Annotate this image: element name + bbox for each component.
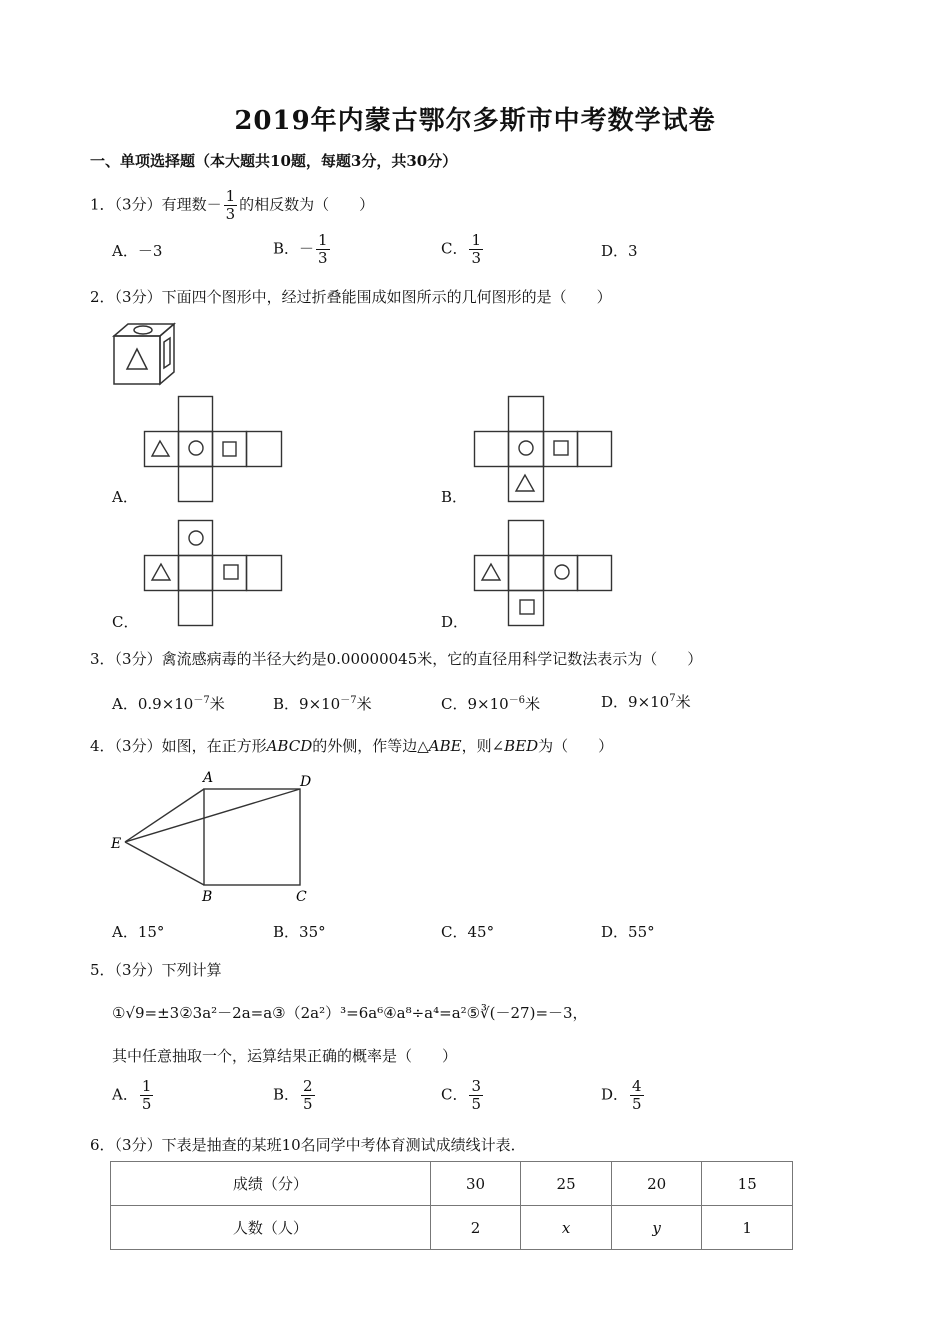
q1-option-b-den: 3 [318,249,328,267]
q3-d-base: D．9×10 [601,693,670,711]
q5-d-label: D． [601,1085,629,1104]
cube-figure [112,322,178,386]
q5-expression: ①√9=±3②3a²－2a=a③（2a²）³=6a⁶④a⁸÷a⁴=a²⑤∛(－27)=－3， [112,1004,588,1022]
q5-b-num: 2 [303,1077,313,1095]
q1-option-d: D．3 [601,242,638,260]
net-c-square [224,565,238,579]
cube-side-face [160,324,174,384]
net-b-triangle [516,475,534,491]
q5-stem-2: 其中任意抽取一个，运算结果正确的概率是（ ） [112,1047,458,1065]
q3-b-unit: 米 [356,695,372,713]
q2-option-c: C． [112,613,139,631]
q3-b-exp: －7 [340,695,357,706]
q4-stem-mid2: ，则∠ [461,737,505,755]
q5-option-c [441,1078,485,1113]
q5-a-label: A． [112,1085,138,1104]
q3-option-b [273,691,372,714]
section-heading: 一、单项选择题（本大题共10题，每题3分，共30分） [90,152,458,170]
net-a-triangle [152,441,169,456]
q3-c-unit: 米 [525,695,541,713]
table-cell: 2 [430,1206,521,1250]
table-cell: 1 [702,1206,793,1250]
q1-option-b-label: B．－ [273,239,315,258]
net-b-square [554,441,568,455]
q5-c-num: 3 [471,1077,482,1095]
q5-a-num: 1 [141,1077,152,1095]
q3-a-unit: 米 [209,695,225,713]
net-b [474,396,614,502]
q1-option-c-den: 3 [471,249,482,267]
question-3: 3．（3分）禽流感病毒的半径大约是0.00000045米，它的直径用科学记数法表示为（ ） [90,650,703,668]
q4-stem-suffix: 为（ ） [538,737,614,755]
q3-option-c [441,691,540,714]
q1-minus: － [206,195,222,214]
cube-rectangle-symbol [164,338,170,368]
score-table [110,1161,793,1250]
q3-c-base: C．9×10 [441,695,509,713]
paper-title: 2019年内蒙古鄂尔多斯市中考数学试卷 [234,106,716,136]
q3-a-exp: －7 [193,695,210,706]
table-cell: y [611,1206,702,1250]
table-row [111,1206,793,1250]
q5-c-label: C． [441,1085,468,1104]
q1-option-c-num: 1 [471,231,482,249]
net-a-circle [189,441,203,455]
q1-fraction [224,188,238,223]
q4-option-d: D．55° [601,923,655,941]
q4-abcd: ABCD [266,737,313,755]
q5-a-den: 5 [141,1095,152,1113]
q4-option-c: C．45° [441,923,495,941]
q3-option-a [112,691,225,714]
table-row [111,1162,793,1206]
q2-option-b: B． [441,488,468,506]
vertex-label-c: C [296,889,307,905]
net-d [474,520,614,626]
table-cell: 成绩（分） [111,1162,431,1206]
q1-option-c-label: C． [441,239,468,258]
question-6: 6．（3分）下表是抽查的某班10名同学中考体育测试成绩线计表． [90,1136,526,1154]
q1-frac-num: 1 [225,187,236,205]
q5-d-num: 4 [632,1077,642,1095]
q4-option-a: A．15° [112,923,165,941]
table-cell: x [521,1206,612,1250]
question-4 [90,735,613,756]
net-c-circle [189,531,203,545]
q1-frac-den: 3 [225,205,236,223]
q5-b-den: 5 [303,1095,313,1113]
net-a-square [223,442,236,456]
net-c [144,520,284,626]
q1-stem-prefix: 1．（3分）有理数 [90,195,207,214]
question-5: 5．（3分）下列计算 [90,961,222,979]
q1-option-b [273,232,332,267]
q5-option-b [273,1078,317,1113]
q4-bed: BED [504,737,539,755]
cube-front-face [114,336,160,384]
q1-option-a: A．－3 [112,242,163,260]
q4-abe: ABE [428,737,462,755]
q3-d-unit: 米 [675,693,691,711]
q3-a-base: A．0.9×10 [112,695,194,713]
net-d-square [520,600,534,614]
q1-option-c [441,232,485,267]
q2-option-d: D． [441,613,469,631]
table-cell: 人数（人） [111,1206,431,1250]
cube-triangle-symbol [127,349,147,369]
q5-d-den: 5 [632,1095,642,1113]
vertex-label-d: D [300,774,312,790]
net-d-circle [555,565,569,579]
cube-circle-symbol [134,326,152,334]
q1-stem-suffix: 的相反数为（ ） [239,195,375,214]
vertex-label-b: B [202,889,213,905]
segment-ed [125,789,300,842]
vertex-label-e: E [111,836,122,852]
q5-option-a [112,1078,155,1113]
net-a [144,396,284,502]
square-triangle-figure [108,768,328,908]
q3-d-exp: 7 [669,693,676,704]
segment-ea [125,789,204,842]
q4-stem-prefix: 4．（3分）如图，在正方形 [90,737,267,755]
q1-option-b-num: 1 [318,231,328,249]
q4-option-b: B．35° [273,923,326,941]
question-2: 2．（3分）下面四个图形中，经过折叠能围成如图所示的几何图形的是（ ） [90,288,612,306]
table-cell: 20 [611,1162,702,1206]
table-cell: 30 [430,1162,521,1206]
net-c-triangle [152,564,170,580]
q3-c-exp: －6 [508,695,526,706]
q4-stem-mid: 的外侧，作等边△ [312,737,429,755]
q2-option-a: A． [112,488,138,506]
q5-c-den: 5 [471,1095,482,1113]
question-1 [90,188,374,223]
segment-eb [125,842,204,885]
table-cell: 25 [521,1162,612,1206]
q5-option-d [601,1078,646,1113]
q5-b-label: B． [273,1085,300,1104]
vertex-label-a: A [203,770,214,786]
q3-b-base: B．9×10 [273,695,341,713]
table-cell: 15 [702,1162,793,1206]
net-d-triangle [482,564,500,580]
net-b-circle [519,441,533,455]
q3-option-d [601,691,691,712]
